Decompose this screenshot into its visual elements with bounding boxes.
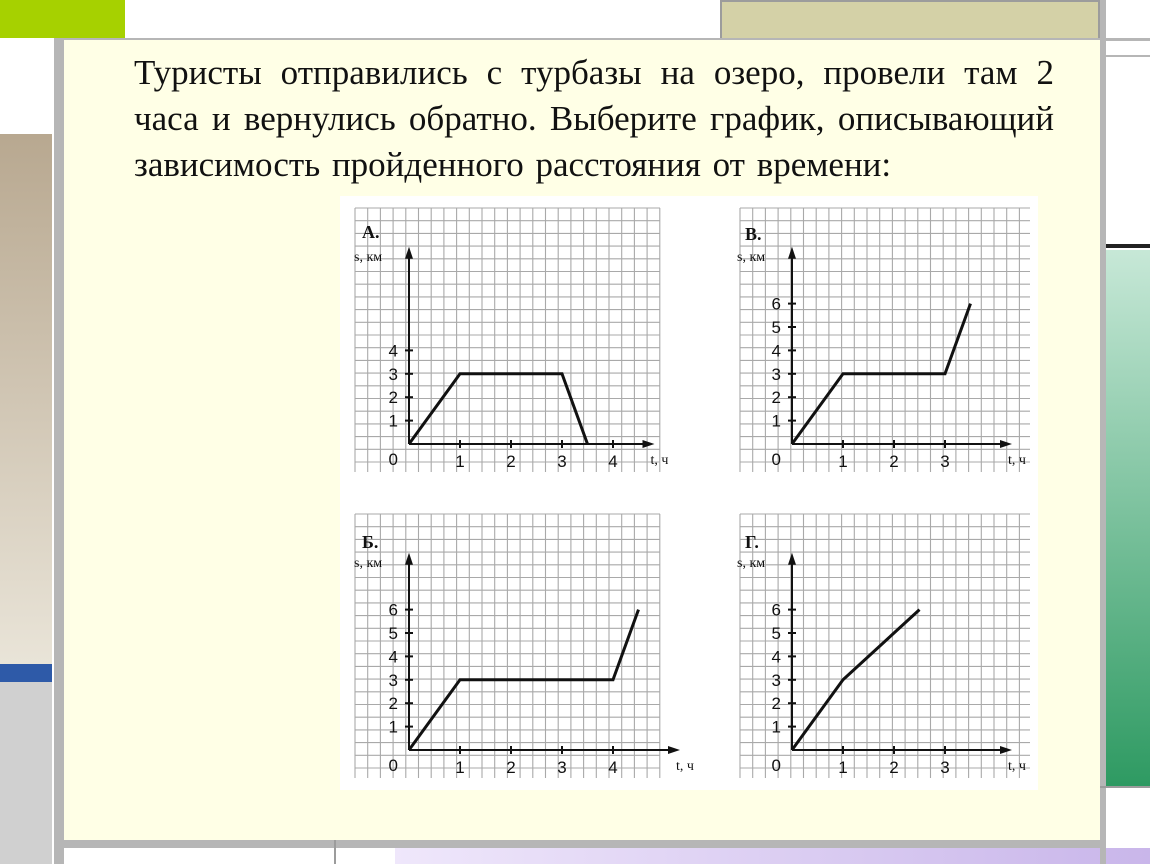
x-tick-label: 3 (940, 452, 950, 471)
y-tick-label: 2 (771, 388, 781, 408)
gray-block-bottom-left (0, 682, 52, 864)
y-tick-label: 1 (388, 411, 398, 431)
origin-label: 0 (388, 756, 398, 775)
dark-rule-right (1100, 244, 1150, 248)
series-line (409, 374, 588, 444)
x-tick-label: 3 (940, 758, 950, 777)
y-tick-label: 1 (388, 717, 398, 737)
series-line (792, 610, 920, 750)
y-tick-label: 6 (388, 600, 398, 620)
y-tick-label: 2 (771, 694, 781, 714)
y-tick-label: 5 (388, 624, 398, 643)
green-block-top (0, 0, 125, 38)
x-tick-label: 1 (455, 452, 465, 471)
y-axis-label: s, км (737, 556, 766, 571)
x-axis-label: t, ч (1008, 453, 1026, 468)
y-tick-label: 1 (771, 411, 781, 431)
x-tick-label: 1 (838, 758, 848, 777)
gray-frame-right (1100, 0, 1106, 864)
y-tick-label: 2 (388, 388, 398, 408)
x-tick-label: 3 (557, 758, 567, 777)
panel-title: Г. (745, 532, 759, 552)
blue-stripe-left (0, 664, 52, 682)
y-tick-label: 4 (771, 647, 781, 667)
origin-label: 0 (771, 450, 781, 469)
y-tick-label: 5 (771, 624, 781, 643)
y-tick-label: 4 (388, 647, 398, 667)
charts-svg (340, 196, 1038, 790)
y-tick-label: 2 (388, 694, 398, 714)
y-axis-arrow (788, 553, 796, 565)
x-axis-arrow (643, 440, 655, 448)
x-axis-arrow (1000, 746, 1012, 754)
x-tick-label: 4 (608, 452, 618, 471)
y-tick-label: 1 (771, 717, 781, 737)
x-axis-label: t, ч (676, 759, 694, 774)
x-tick-label: 2 (889, 452, 899, 471)
y-tick-label: 3 (771, 670, 781, 690)
x-tick-label: 1 (838, 452, 848, 471)
y-tick-label: 3 (388, 364, 398, 384)
x-axis-label: t, ч (1008, 759, 1026, 774)
y-tick-label: 4 (388, 341, 398, 361)
x-tick-label: 2 (506, 758, 516, 777)
y-tick-label: 5 (771, 318, 781, 337)
x-tick-label: 2 (889, 758, 899, 777)
origin-label: 0 (388, 450, 398, 469)
teal-block-right (1106, 250, 1150, 786)
x-axis-arrow (1000, 440, 1012, 448)
y-tick-label: 4 (771, 341, 781, 361)
y-axis-label: s, км (737, 250, 766, 265)
panel-title: В. (745, 224, 762, 244)
y-axis-label: s, км (354, 556, 383, 571)
origin-label: 0 (771, 756, 781, 775)
problem-text: Туристы отправились с турбазы на озеро, провели там 2 часа и вернулись обратно. Выберите график, описывающий зависимость пройденного расстояния от времени: (134, 53, 1054, 184)
x-axis-label: t, ч (650, 453, 669, 468)
lavender-strip-bottom (395, 848, 1150, 864)
charts-image (340, 196, 1038, 790)
gray-frame-bottom (54, 840, 1106, 848)
y-tick-label: 3 (771, 364, 781, 384)
x-tick-label: 1 (455, 758, 465, 777)
x-axis-arrow (668, 746, 680, 754)
tan-block-left (0, 134, 52, 664)
x-tick-label: 3 (557, 452, 567, 471)
panel-title: А. (362, 222, 380, 242)
panel-title: Б. (362, 532, 379, 552)
y-axis-label: s, км (354, 250, 383, 265)
thin-rule-top-right (1100, 55, 1150, 57)
y-tick-label: 6 (771, 600, 781, 620)
y-tick-label: 6 (771, 294, 781, 314)
gray-frame-left (54, 40, 64, 864)
x-tick-label: 4 (608, 758, 618, 777)
y-tick-label: 3 (388, 670, 398, 690)
x-tick-label: 2 (506, 452, 516, 471)
y-axis-arrow (788, 247, 796, 259)
